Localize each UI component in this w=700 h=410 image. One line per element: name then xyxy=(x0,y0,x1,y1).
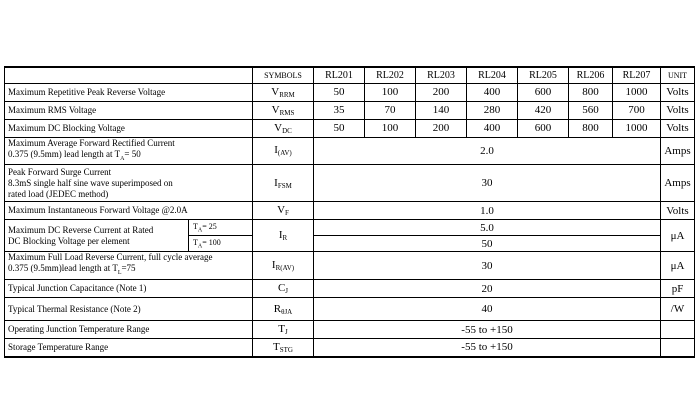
ir-condition-100: $T_A= 100$ xyxy=(189,236,253,252)
part-rl206-header: RL206 xyxy=(569,67,613,83)
ifsm-unit: Amps xyxy=(661,165,695,202)
vdc-value: 600 xyxy=(518,119,569,137)
vrrm-description: Maximum Repetitive Peak Reverse Voltage xyxy=(5,83,253,101)
vdc-value: 400 xyxy=(467,119,518,137)
tj-description: Operating Junction Temperature Range xyxy=(5,321,253,339)
cj-value: 20 xyxy=(314,280,661,298)
irav-symbol: $I_{R(AV)}$ xyxy=(253,252,314,280)
cj-unit: pF xyxy=(661,280,695,298)
vrrm-symbol: $V_{RRM}$ xyxy=(253,83,314,101)
vdc-description: Maximum DC Blocking Voltage xyxy=(5,119,253,137)
vrrm-value: 1000 xyxy=(613,83,661,101)
ifsm-value: 30 xyxy=(314,165,661,202)
ratings-table xyxy=(4,66,695,358)
unit-header: UNIT xyxy=(661,67,695,83)
table-row xyxy=(5,280,695,298)
vrrm-value: 100 xyxy=(365,83,416,101)
vf-symbol: $V_F$ xyxy=(253,202,314,220)
part-rl207-header: RL207 xyxy=(613,67,661,83)
irav-value: 30 xyxy=(314,252,661,280)
vrms-value: 140 xyxy=(416,101,467,119)
vrrm-unit: Volts xyxy=(661,83,695,101)
vrms-unit: Volts xyxy=(661,101,695,119)
tstg-unit xyxy=(661,339,695,357)
vrrm-value: 800 xyxy=(569,83,613,101)
table-row xyxy=(5,339,695,357)
ir-value-25: 5.0 xyxy=(314,220,661,236)
part-rl202-header: RL202 xyxy=(365,67,416,83)
part-rl203-header: RL203 xyxy=(416,67,467,83)
header-row xyxy=(5,67,695,83)
header-blank-cell xyxy=(5,67,253,83)
vdc-value: 1000 xyxy=(613,119,661,137)
vdc-symbol: $V_{DC}$ xyxy=(253,119,314,137)
vrms-value: 35 xyxy=(314,101,365,119)
iav-symbol: $I_{(AV)}$ xyxy=(253,137,314,165)
vrms-value: 70 xyxy=(365,101,416,119)
ir-symbol: $I_R$ xyxy=(253,220,314,252)
vrms-value: 560 xyxy=(569,101,613,119)
table-row xyxy=(5,220,695,236)
vdc-value: 100 xyxy=(365,119,416,137)
vdc-value: 800 xyxy=(569,119,613,137)
vrms-value: 420 xyxy=(518,101,569,119)
vrrm-value: 400 xyxy=(467,83,518,101)
part-rl205-header: RL205 xyxy=(518,67,569,83)
tstg-value: -55 to +150 xyxy=(314,339,661,357)
tstg-symbol: $T_{STG}$ xyxy=(253,339,314,357)
rth-description: Typical Thermal Resistance (Note 2) xyxy=(5,298,253,321)
table-row xyxy=(5,119,695,137)
table-row xyxy=(5,137,695,165)
vrms-value: 700 xyxy=(613,101,661,119)
tj-symbol: $T_J$ xyxy=(253,321,314,339)
table-row xyxy=(5,298,695,321)
vrrm-value: 600 xyxy=(518,83,569,101)
rth-unit: /W xyxy=(661,298,695,321)
vrms-symbol: $V_{RMS}$ xyxy=(253,101,314,119)
vdc-unit: Volts xyxy=(661,119,695,137)
irav-unit: μA xyxy=(661,252,695,280)
ir-condition-25: $T_A= 25$ xyxy=(189,220,253,236)
vf-value: 1.0 xyxy=(314,202,661,220)
vdc-value: 200 xyxy=(416,119,467,137)
vf-unit: Volts xyxy=(661,202,695,220)
table-row xyxy=(5,321,695,339)
table-row xyxy=(5,83,695,101)
iav-value: 2.0 xyxy=(314,137,661,165)
table-row xyxy=(5,252,695,280)
vf-description: Maximum Instantaneous Forward Voltage @2.0A xyxy=(5,202,253,220)
table-row xyxy=(5,101,695,119)
iav-description: Maximum Average Forward Rectified Current 0.375 (9.5mm) lead length at $T_A= 50$ xyxy=(5,137,253,165)
rth-value: 40 xyxy=(314,298,661,321)
cj-symbol: $C_J$ xyxy=(253,280,314,298)
rth-symbol: $R_{\theta JA}$ xyxy=(253,298,314,321)
vrms-description: Maximum RMS Voltage xyxy=(5,101,253,119)
tj-unit xyxy=(661,321,695,339)
tj-value: -55 to +150 xyxy=(314,321,661,339)
symbols-header: SYMBOLS xyxy=(253,67,314,83)
vdc-value: 50 xyxy=(314,119,365,137)
ifsm-symbol: $I_{FSM}$ xyxy=(253,165,314,202)
part-rl201-header: RL201 xyxy=(314,67,365,83)
part-rl204-header: RL204 xyxy=(467,67,518,83)
tstg-description: Storage Temperature Range xyxy=(5,339,253,357)
ifsm-description: Peak Forward Surge Current 8.3mS single half sine wave superimposed on rated load (JEDEC method) xyxy=(5,165,253,202)
table-row xyxy=(5,202,695,220)
ir-unit: μA xyxy=(661,220,695,252)
ir-value-100: 50 xyxy=(314,236,661,252)
vrrm-value: 200 xyxy=(416,83,467,101)
cj-description: Typical Junction Capacitance (Note 1) xyxy=(5,280,253,298)
ir-description: Maximum DC Reverse Current at Rated DC Blocking Voltage per element xyxy=(5,220,189,252)
table-row xyxy=(5,165,695,202)
irav-description: Maximum Full Load Reverse Current, full cycle average 0.375 (9.5mm)lead length at $T_L=75$ xyxy=(5,252,253,280)
vrms-value: 280 xyxy=(467,101,518,119)
iav-unit: Amps xyxy=(661,137,695,165)
vrrm-value: 50 xyxy=(314,83,365,101)
